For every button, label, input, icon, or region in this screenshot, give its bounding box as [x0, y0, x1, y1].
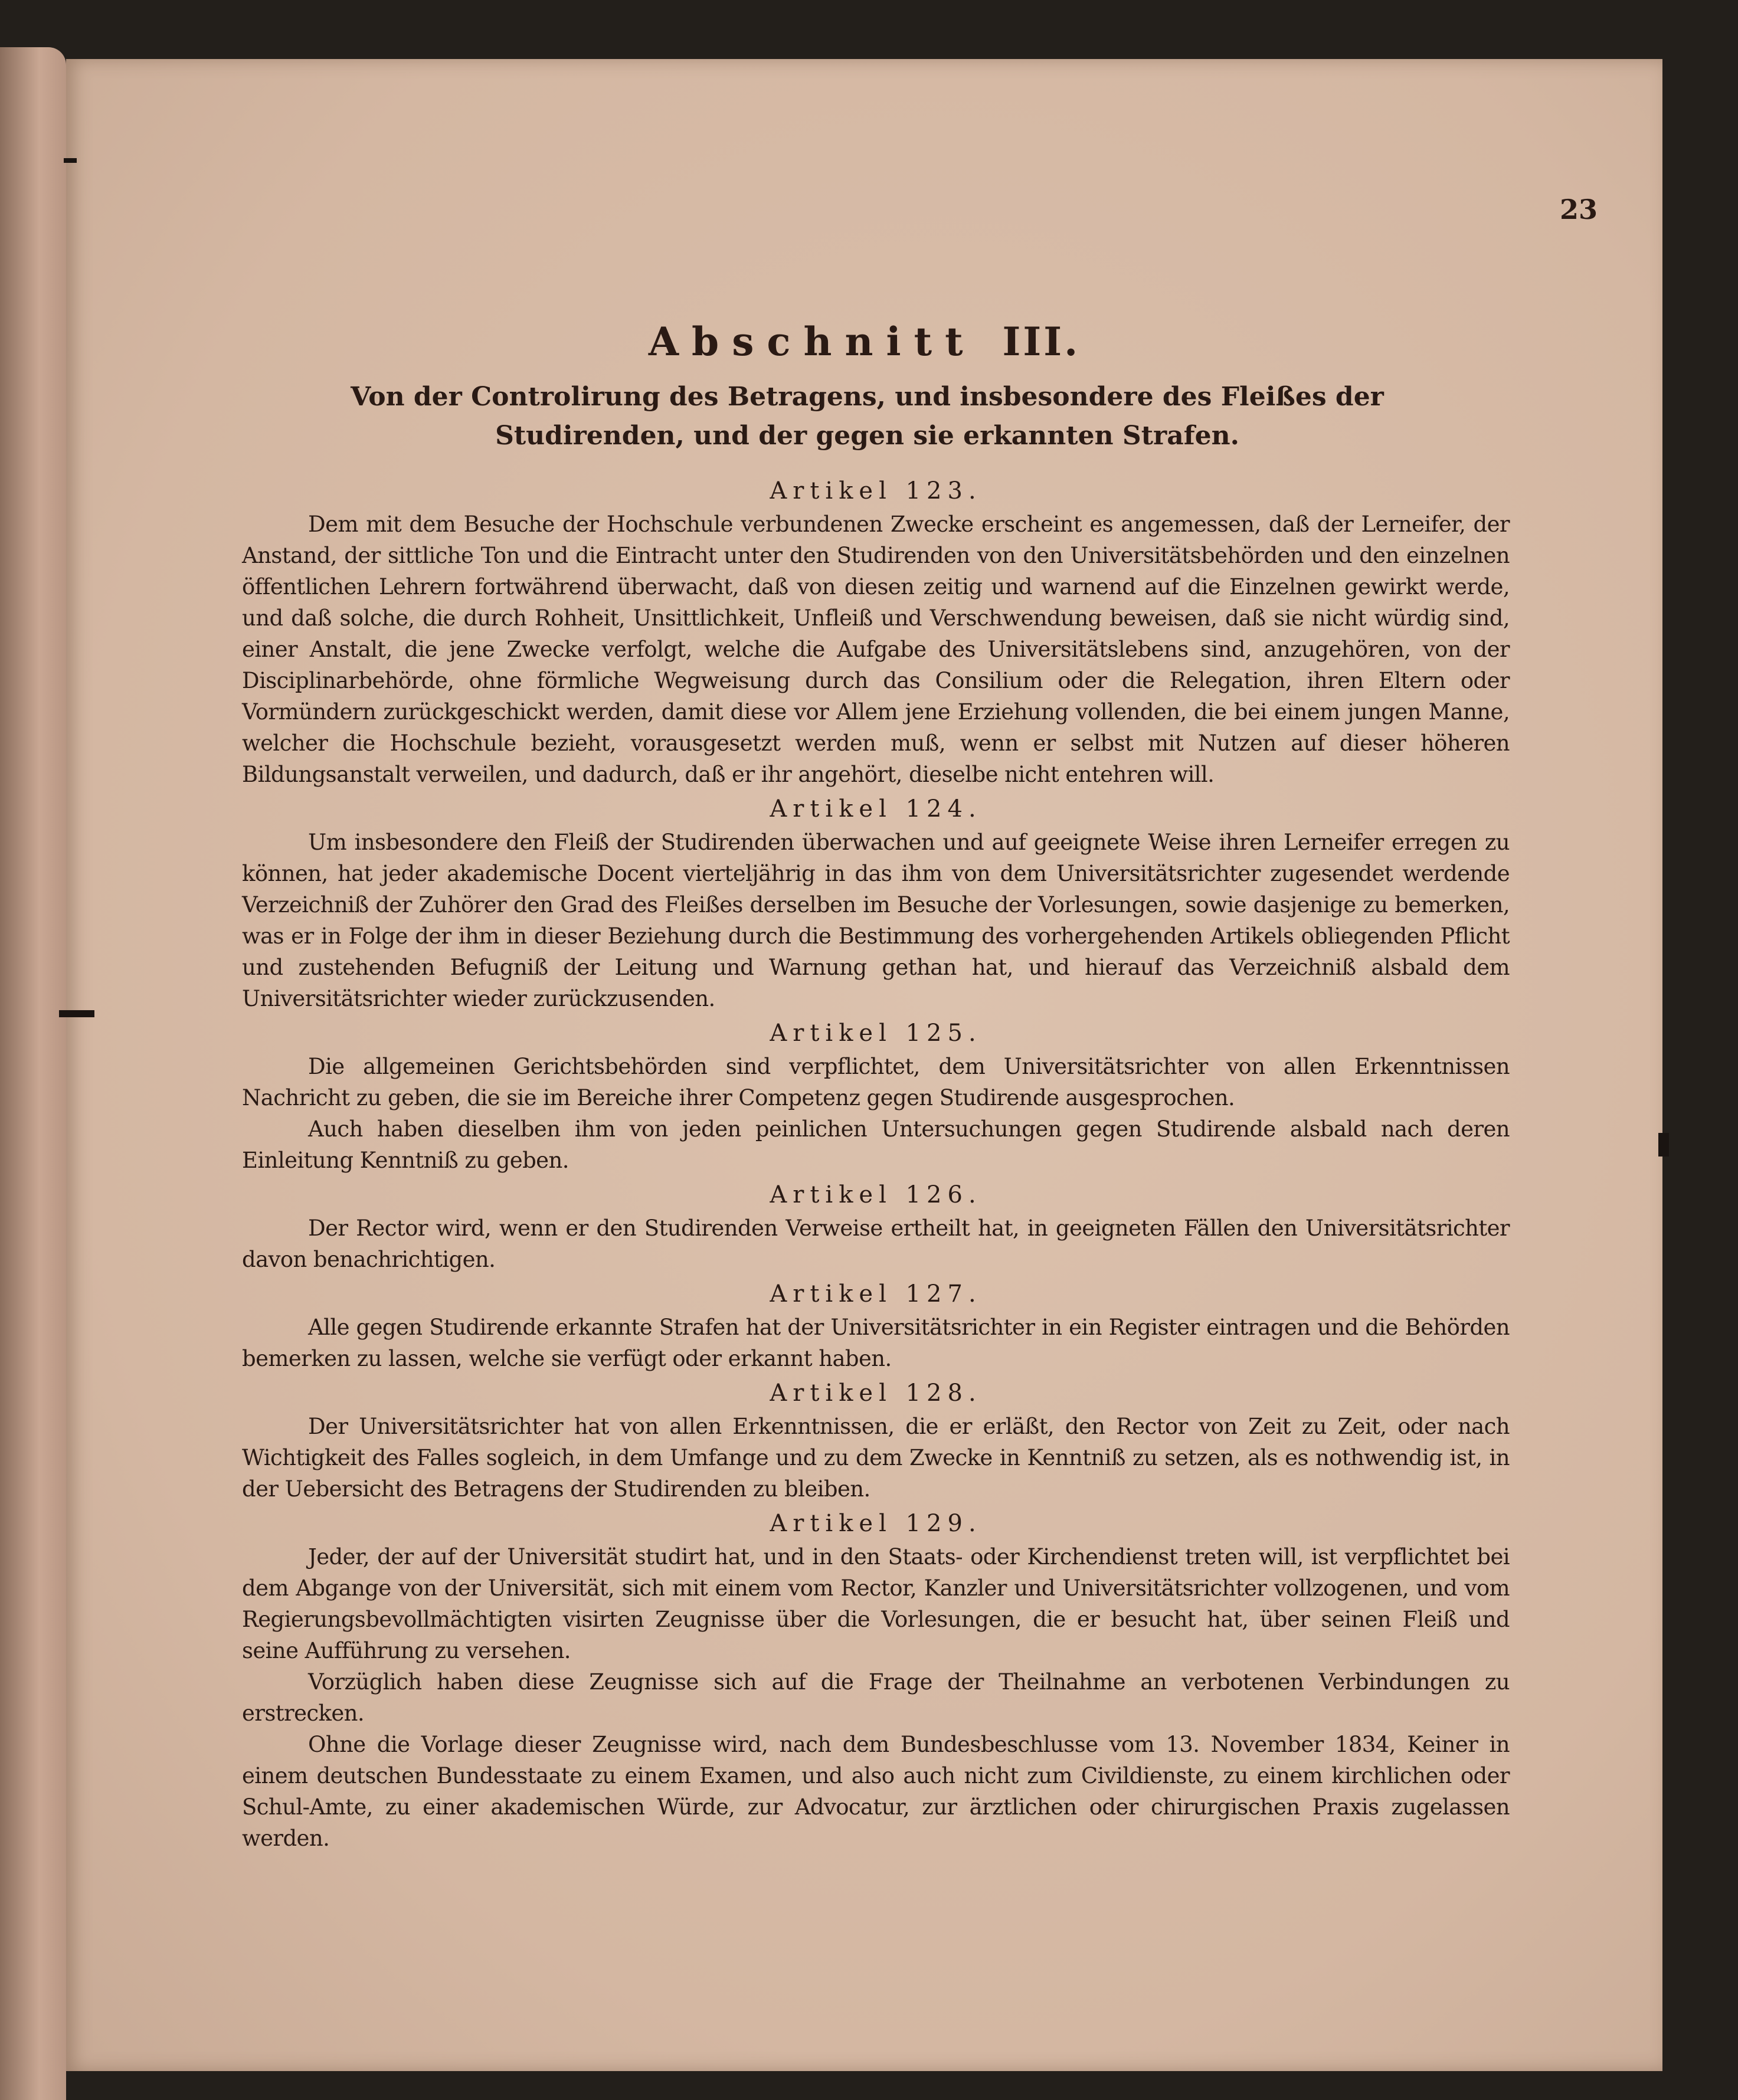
article-124-paragraph: Um insbesondere den Fleiß der Studirenden überwachen und auf geeignete Weise ihren Lerneifer erregen zu können, hat jeder akademische Docent vierteljährig in das ihm von dem Universitätsrichter zugesendet werdende Verzeichniß der Zuhörer den Grad des Fleißes derselben im Besuche der Vorlesungen, sowie dasjenige zu bemerken, was er in Folge der ihm in dieser Beziehung durch die Bestimmung des vorhergehenden Artikels obliegenden Pflicht und zustehenden Befugniß der Leitung und Warnung gethan hat, und hierauf das Verzeichniß alsbald dem Universitätsrichter wieder zurückzusenden.	[242, 830, 1510, 1011]
page-number: 23	[1559, 194, 1598, 225]
article-heading-126: Artikel 126.	[770, 1181, 982, 1208]
article-heading-127: Artikel 127.	[770, 1280, 982, 1308]
article-heading-125: Artikel 125.	[770, 1020, 982, 1047]
article-129-paragraph-2: Vorzüglich haben diese Zeugnisse sich auf die Frage der Theilnahme an verbotenen Verbindungen zu erstrecken.	[242, 1669, 1510, 1726]
section-subtitle: Von der Controlirung des Betragens, und insbesondere des Fleißes der Studirenden, und der gegen sie erkannten Strafen.	[351, 382, 1384, 451]
section-title	[66, 319, 1662, 365]
section-numeral: III.	[1002, 319, 1081, 365]
article-heading-123: Artikel 123.	[770, 477, 982, 504]
left-page-edge	[0, 47, 66, 2100]
article-125-paragraph-1: Die allgemeinen Gerichtsbehörden sind verpflichtet, dem Universitätsrichter von allen Erkenntnissen Nachricht zu geben, die sie im Bereiche ihrer Competenz gegen Studirende ausgesprochen.	[242, 1054, 1510, 1110]
article-heading-124: Artikel 124.	[770, 795, 982, 823]
book-page	[66, 59, 1662, 2071]
edge-tear-mark	[1658, 1133, 1669, 1157]
article-heading-129: Artikel 129.	[770, 1510, 982, 1537]
article-125-paragraph-2: Auch haben dieselben ihm von jeden peinlichen Untersuchungen gegen Studirende alsbald nach deren Einleitung Kenntniß zu geben.	[242, 1116, 1510, 1173]
binding-mark	[64, 158, 77, 163]
article-heading-128: Artikel 128.	[770, 1380, 982, 1407]
articles-body	[242, 472, 1510, 1854]
article-128-paragraph: Der Universitätsrichter hat von allen Erkenntnissen, die er erläßt, den Rector von Zeit zu Zeit, oder nach Wichtigkeit des Falles sogleich, in dem Umfange und zu dem Zwecke in Kenntniß zu setzen, als es nothwendig ist, in der Uebersicht des Betragens der Studirenden zu bleiben.	[242, 1414, 1510, 1502]
article-129-paragraph-1: Jeder, der auf der Universität studirt hat, und in den Staats- oder Kirchendienst treten will, ist verpflichtet bei dem Abgange von der Universität, sich mit einem vom Rector, Kanzler und Universitätsrichter vollzogenen, und vom Regierungsbevollmächtigten visirten Zeugnisse über die Vorlesungen, die er besucht hat, über seinen Fleiß und seine Aufführung zu versehen.	[242, 1544, 1510, 1663]
binding-mark	[59, 1010, 94, 1017]
article-129-paragraph-3: Ohne die Vorlage dieser Zeugnisse wird, nach dem Bundesbeschlusse vom 13. November 1834, Keiner in einem deutschen Bundesstaate zu einem Examen, und also auch nicht zum Civildienste, zu einem kirchlichen oder Schul-Amte, zu einer akademischen Würde, zur Advocatur, zur ärztlichen oder chirurgischen Praxis zugelassen werden.	[242, 1732, 1510, 1851]
article-123-paragraph: Dem mit dem Besuche der Hochschule verbundenen Zwecke erscheint es angemessen, daß der Lerneifer, der Anstand, der sittliche Ton und die Eintracht unter den Studirenden von den Universitätsbehörden und den einzelnen öffentlichen Lehrern fortwährend überwacht, daß von diesen zeitig und warnend auf die Einzelnen gewirkt werde, und daß solche, die durch Rohheit, Unsittlichkeit, Unfleiß und Verschwendung beweisen, daß sie nicht würdig sind, einer Anstalt, die jene Zwecke verfolgt, welche die Aufgabe des Universitätslebens sind, anzugehören, von der Disciplinarbehörde, ohne förmliche Wegweisung durch das Consilium oder die Relegation, ihren Eltern oder Vormündern zurückgeschickt werden, damit diese vor Allem jene Erziehung vollenden, die bei einem jungen Manne, welcher die Hochschule bezieht, vorausgesetzt werden muß, wenn er selbst mit Nutzen auf dieser höheren Bildungsanstalt verweilen, und dadurch, daß er ihr angehört, dieselbe nicht entehren will.	[242, 512, 1510, 787]
article-126-paragraph: Der Rector wird, wenn er den Studirenden Verweise ertheilt hat, in geeigneten Fällen den Universitätsrichter davon benachrichtigen.	[242, 1216, 1510, 1272]
article-127-paragraph: Alle gegen Studirende erkannte Strafen hat der Universitätsrichter in ein Register eintragen und die Behörden bemerken zu lassen, welche sie verfügt oder erkannt haben.	[242, 1315, 1510, 1371]
section-word: Abschnitt	[648, 319, 976, 365]
